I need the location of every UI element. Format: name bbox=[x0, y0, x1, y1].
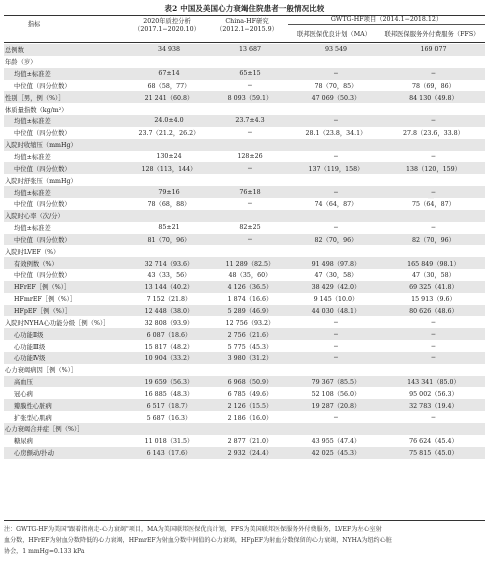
header-col2 bbox=[207, 18, 287, 34]
cell-2020-qc: 23.7（21.2，26.2） bbox=[138, 130, 200, 138]
table-row bbox=[4, 68, 485, 80]
cell-gwtg-ffs: 138（120，159） bbox=[382, 162, 485, 174]
table-row bbox=[4, 423, 485, 435]
header-indicator: 指标 bbox=[27, 21, 41, 28]
table-row bbox=[4, 352, 485, 364]
row-label: 入院时收缩压（mmHg） bbox=[4, 139, 128, 151]
cell-2020-qc: 19 659（56.3） bbox=[128, 376, 210, 388]
cell-2020-qc: 130±24 bbox=[156, 153, 182, 161]
row-label: 性别［男，例（%）］ bbox=[4, 91, 128, 103]
row-label: 总例数 bbox=[4, 44, 128, 56]
footnote-line-2: 血分数，HFrEF为射血分数降低的心力衰竭，HFmrEF为射血分数中间值的心力衰竭，HFpEF为射血分数保留的心力衰竭，NYHA为纽约心脏 bbox=[4, 537, 392, 544]
header-col1 bbox=[126, 18, 208, 34]
footnote-line-3: 协会，1 mmHg=0.133 kPa bbox=[4, 548, 85, 555]
row-label: 心力衰竭病因［例（%）］ bbox=[5, 367, 78, 375]
table-row bbox=[4, 411, 485, 423]
table-row bbox=[4, 316, 485, 328]
cell-china-hf: 2 126（15.5） bbox=[210, 399, 290, 411]
table-row bbox=[4, 56, 485, 68]
cell-gwtg-ffs: 84 130（49.8） bbox=[382, 91, 485, 103]
cell-gwtg-ffs: − bbox=[430, 224, 437, 232]
cell-2020-qc: 79±16 bbox=[128, 186, 210, 198]
table-row bbox=[4, 91, 485, 103]
cell-china-hf bbox=[210, 174, 290, 186]
cell-gwtg-ffs: − bbox=[430, 413, 437, 421]
cell-2020-qc bbox=[128, 423, 210, 435]
cell-gwtg-ffs bbox=[382, 103, 485, 115]
table-row bbox=[4, 44, 485, 56]
row-label: 入院时NYHA心功能分级［例（%）］ bbox=[5, 319, 110, 327]
header-col2-period: （2012.1−2015.9） bbox=[216, 26, 278, 33]
cell-china-hf: 11 289（82.5） bbox=[210, 257, 290, 269]
cell-2020-qc: 6 143（17.6） bbox=[128, 447, 210, 459]
row-label: 体质量指数（kg/m²） bbox=[5, 106, 68, 114]
cell-2020-qc: 68（58，77） bbox=[147, 82, 191, 90]
header-col1-label: 2020年质控分析 bbox=[143, 18, 191, 25]
cell-2020-qc: 16 885（48.3） bbox=[144, 390, 194, 398]
cell-gwtg-ma bbox=[290, 56, 382, 68]
table-row bbox=[4, 376, 485, 388]
table-row bbox=[4, 103, 485, 115]
cell-2020-qc: 6 517（18.7） bbox=[128, 399, 210, 411]
cell-2020-qc: 81（70，96） bbox=[128, 234, 210, 246]
cell-china-hf: 13 687 bbox=[210, 44, 290, 56]
cell-2020-qc: 43（33，56） bbox=[147, 272, 191, 280]
row-label: 瓣膜性心脏病 bbox=[4, 399, 128, 411]
cell-gwtg-ma: 47（30，58） bbox=[314, 272, 358, 280]
cell-gwtg-ma: 91 498（97.8） bbox=[290, 257, 382, 269]
table-row bbox=[4, 234, 485, 246]
row-label: 入院时心率（次/分） bbox=[4, 210, 128, 222]
table-row bbox=[4, 222, 485, 234]
cell-gwtg-ma: 74（64，87） bbox=[314, 201, 358, 209]
bottom-rule bbox=[4, 520, 485, 521]
row-label: 有效例数（%） bbox=[4, 257, 128, 269]
cell-gwtg-ffs: − bbox=[382, 352, 485, 364]
row-label: HFrEF［例（%）］ bbox=[4, 281, 128, 293]
cell-gwtg-ma bbox=[290, 103, 382, 115]
row-label: 扩张型心肌病 bbox=[14, 414, 52, 422]
cell-gwtg-ma: − bbox=[333, 224, 339, 232]
cell-gwtg-ma: 47 069（50.3） bbox=[290, 91, 382, 103]
cell-china-hf: 48（35，60） bbox=[228, 272, 272, 280]
cell-gwtg-ma: 79 367（85.5） bbox=[290, 376, 382, 388]
header-col1-period: （2017.1−2020.10） bbox=[134, 26, 200, 33]
cell-gwtg-ma bbox=[290, 139, 382, 151]
row-label: 高血压 bbox=[4, 376, 128, 388]
cell-gwtg-ffs: 15 913（9.6） bbox=[411, 296, 456, 304]
cell-gwtg-ma: 93 549 bbox=[290, 44, 382, 56]
cell-gwtg-ffs: 80 626（48.6） bbox=[382, 305, 485, 317]
cell-2020-qc: 78（68，88） bbox=[147, 201, 191, 209]
row-label: 中位值（四分位数） bbox=[14, 272, 71, 280]
cell-china-hf bbox=[210, 210, 290, 222]
table-row bbox=[4, 257, 485, 269]
cell-gwtg-ffs: − bbox=[382, 328, 485, 340]
cell-2020-qc: 12 448（38.0） bbox=[128, 305, 210, 317]
cell-gwtg-ffs: 69 325（41.8） bbox=[382, 281, 485, 293]
cell-china-hf: 3 980（31.2） bbox=[210, 352, 290, 364]
cell-gwtg-ma: 9 145（10.0） bbox=[313, 296, 359, 304]
table-row bbox=[4, 139, 485, 151]
cell-gwtg-ffs: 78（69，86） bbox=[412, 82, 455, 90]
cell-2020-qc: 15 817（48.2） bbox=[144, 343, 194, 351]
cell-gwtg-ffs: 165 849（98.1） bbox=[382, 257, 485, 269]
cell-2020-qc bbox=[128, 103, 210, 115]
cell-china-hf: − bbox=[210, 234, 290, 246]
table-title: 表2 中国及美国心力衰竭住院患者一般情况比较 bbox=[164, 4, 325, 13]
cell-2020-qc: 5 687（16.3） bbox=[146, 414, 192, 422]
table-row bbox=[4, 387, 485, 399]
table-body bbox=[4, 44, 485, 459]
cell-china-hf: − bbox=[247, 129, 253, 137]
table-row bbox=[4, 293, 485, 305]
cell-china-hf bbox=[210, 364, 290, 376]
cell-gwtg-ffs bbox=[382, 56, 485, 68]
cell-gwtg-ffs bbox=[382, 139, 485, 151]
header-col4: 联邦医保服务外付费服务（FFS） bbox=[384, 31, 480, 38]
row-label: 糖尿病 bbox=[14, 438, 33, 446]
cell-gwtg-ffs bbox=[382, 174, 485, 186]
cell-china-hf bbox=[210, 139, 290, 151]
cell-gwtg-ma: − bbox=[333, 318, 339, 326]
cell-gwtg-ffs: 95 002（56.3） bbox=[409, 390, 458, 398]
cell-gwtg-ma bbox=[290, 245, 382, 257]
cell-2020-qc: 10 904（33.2） bbox=[128, 352, 210, 364]
cell-china-hf: 6 968（50.9） bbox=[210, 376, 290, 388]
row-label: 均值±标准差 bbox=[14, 225, 51, 233]
cell-2020-qc: 6 087（18.6） bbox=[128, 328, 210, 340]
cell-gwtg-ma: − bbox=[333, 153, 339, 161]
cell-gwtg-ffs: 75（64，87） bbox=[412, 201, 455, 209]
cell-china-hf: 4 126（36.5） bbox=[210, 281, 290, 293]
cell-gwtg-ffs bbox=[382, 245, 485, 257]
row-label: 心功能Ⅱ级 bbox=[4, 328, 128, 340]
cell-gwtg-ma: 42 025（45.3） bbox=[290, 447, 382, 459]
table-row bbox=[4, 447, 485, 459]
cell-gwtg-ma: 43 955（47.4） bbox=[311, 438, 361, 446]
table-row bbox=[4, 151, 485, 163]
table-row bbox=[4, 269, 485, 281]
cell-gwtg-ma: 52 108（56.0） bbox=[311, 390, 361, 398]
cell-2020-qc bbox=[128, 139, 210, 151]
cell-china-hf: 128±26 bbox=[237, 153, 263, 161]
table-footnote bbox=[4, 524, 485, 557]
cell-gwtg-ffs: 82（70，96） bbox=[382, 234, 485, 246]
row-label: 中位值（四分位数） bbox=[14, 82, 71, 90]
cell-gwtg-ma: 28.1（23.8，34.1） bbox=[305, 130, 367, 138]
cell-gwtg-ffs: − bbox=[430, 342, 437, 350]
table-row bbox=[4, 245, 485, 257]
cell-gwtg-ma: − bbox=[290, 115, 382, 127]
cell-gwtg-ffs: − bbox=[382, 186, 485, 198]
table-row bbox=[4, 435, 485, 447]
cell-2020-qc: 11 018（31.5） bbox=[144, 438, 194, 446]
cell-2020-qc: 21 241（60.8） bbox=[128, 91, 210, 103]
cell-china-hf: − bbox=[247, 81, 253, 89]
cell-china-hf bbox=[210, 245, 290, 257]
cell-china-hf bbox=[210, 56, 290, 68]
table-row bbox=[4, 210, 485, 222]
cell-2020-qc: 34 938 bbox=[128, 44, 210, 56]
cell-gwtg-ma: − bbox=[290, 328, 382, 340]
row-label: 入院时舒张压（mmHg） bbox=[5, 177, 77, 185]
cell-gwtg-ma: 38 429（42.0） bbox=[290, 281, 382, 293]
row-label: 中位值（四分位数） bbox=[14, 201, 71, 209]
cell-gwtg-ffs: 27.8（23.6，33.8） bbox=[403, 130, 464, 138]
cell-china-hf: 65±15 bbox=[210, 68, 290, 80]
cell-gwtg-ma: − bbox=[333, 342, 339, 350]
cell-china-hf: 6 785（49.6） bbox=[227, 390, 273, 398]
cell-gwtg-ffs: 32 783（19.4） bbox=[382, 399, 485, 411]
cell-gwtg-ffs: − bbox=[382, 68, 485, 80]
row-label: 均值±标准差 bbox=[4, 115, 128, 127]
row-label: 冠心病 bbox=[14, 390, 33, 398]
table-row bbox=[4, 340, 485, 352]
footnote-line-1: 注：GWTG-HF为美国"跟着指南走-心力衰竭"项目，MA为美国联邦医保优良计划，FFS为美国联邦医保服务外付费服务，LVEF为左心室射 bbox=[4, 526, 382, 533]
row-label: 中位值（四分位数） bbox=[4, 234, 128, 246]
cell-gwtg-ma: − bbox=[290, 68, 382, 80]
cell-china-hf: 2 877（21.0） bbox=[227, 438, 273, 446]
table-row bbox=[4, 174, 485, 186]
row-label: 中位值（四分位数） bbox=[4, 162, 128, 174]
cell-gwtg-ma bbox=[290, 210, 382, 222]
row-label: 均值±标准差 bbox=[4, 68, 128, 80]
table-row bbox=[4, 198, 485, 210]
row-label: 均值±标准差 bbox=[14, 154, 51, 162]
cell-gwtg-ma bbox=[290, 423, 382, 435]
row-label: 心力衰竭合并症［例（%）］ bbox=[4, 423, 128, 435]
header-rule bbox=[4, 42, 485, 43]
cell-2020-qc bbox=[128, 174, 210, 186]
header-col2-label: China-HF研究 bbox=[225, 18, 269, 25]
cell-2020-qc bbox=[128, 210, 210, 222]
cell-china-hf: 2 932（24.4） bbox=[210, 447, 290, 459]
row-label: HFmrEF［例（%）］ bbox=[14, 296, 77, 304]
cell-gwtg-ma bbox=[290, 174, 382, 186]
cell-gwtg-ma bbox=[290, 364, 382, 376]
table-row bbox=[4, 186, 485, 198]
cell-gwtg-ma: 19 287（20.8） bbox=[290, 399, 382, 411]
cell-china-hf bbox=[210, 423, 290, 435]
cell-gwtg-ma: 82（70，96） bbox=[290, 234, 382, 246]
cell-gwtg-ma: 137（119，158） bbox=[290, 162, 382, 174]
data-table bbox=[4, 44, 485, 459]
cell-gwtg-ffs: 76 624（45.4） bbox=[409, 438, 458, 446]
cell-china-hf: 5 289（46.9） bbox=[210, 305, 290, 317]
header-col3: 联邦医保优良计划（MA） bbox=[297, 31, 371, 38]
cell-gwtg-ffs: − bbox=[430, 318, 437, 326]
cell-china-hf: 2 756（21.6） bbox=[210, 328, 290, 340]
row-label: 心功能Ⅳ级 bbox=[4, 352, 128, 364]
table-row bbox=[4, 305, 485, 317]
cell-china-hf: 1 874（16.6） bbox=[227, 296, 273, 304]
row-label: 均值±标准差 bbox=[4, 186, 128, 198]
cell-gwtg-ma: 44 030（48.1） bbox=[290, 305, 382, 317]
cell-gwtg-ffs bbox=[382, 364, 485, 376]
cell-gwtg-ffs: − bbox=[430, 153, 437, 161]
row-label: 心功能Ⅲ级 bbox=[14, 343, 46, 351]
table-row bbox=[4, 281, 485, 293]
table-row bbox=[4, 115, 485, 127]
table-row bbox=[4, 162, 485, 174]
cell-2020-qc: 32 714（93.6） bbox=[128, 257, 210, 269]
cell-china-hf: 23.7±4.3 bbox=[210, 115, 290, 127]
cell-2020-qc: 24.0±4.0 bbox=[128, 115, 210, 127]
cell-2020-qc: 32 808（93.9） bbox=[144, 319, 194, 327]
table-row bbox=[4, 328, 485, 340]
row-label: 年龄（岁） bbox=[5, 59, 37, 67]
cell-china-hf: − bbox=[247, 200, 253, 208]
row-label: 入院时LVEF（%） bbox=[5, 248, 60, 256]
cell-china-hf: 8 093（59.1） bbox=[210, 91, 290, 103]
table-row bbox=[4, 127, 485, 139]
cell-gwtg-ma: − bbox=[333, 413, 339, 421]
cell-2020-qc bbox=[128, 364, 210, 376]
row-label: 中位值（四分位数） bbox=[14, 130, 71, 138]
table-row bbox=[4, 399, 485, 411]
gwtg-subline bbox=[288, 24, 485, 25]
cell-gwtg-ffs: 143 341（85.0） bbox=[382, 376, 485, 388]
cell-2020-qc: 7 152（21.8） bbox=[146, 296, 192, 304]
header-gwtg: GWTG-HF项目（2014.1−2018.12） bbox=[330, 16, 443, 23]
cell-gwtg-ffs bbox=[382, 210, 485, 222]
cell-gwtg-ma: 78（70，85） bbox=[314, 82, 358, 90]
cell-china-hf: 82±25 bbox=[239, 224, 261, 232]
table-row bbox=[4, 364, 485, 376]
row-label: HFpEF［例（%）］ bbox=[4, 305, 128, 317]
cell-2020-qc: 67±14 bbox=[128, 68, 210, 80]
cell-2020-qc: 13 144（40.2） bbox=[128, 281, 210, 293]
row-label: 心房颤动/扑动 bbox=[4, 447, 128, 459]
cell-china-hf: 76±18 bbox=[210, 186, 290, 198]
cell-gwtg-ffs bbox=[382, 423, 485, 435]
cell-gwtg-ffs: 169 077 bbox=[382, 44, 485, 56]
table-row bbox=[4, 80, 485, 92]
cell-china-hf: 2 186（16.0） bbox=[227, 414, 273, 422]
cell-china-hf: 12 756（93.2） bbox=[225, 319, 275, 327]
cell-gwtg-ffs: − bbox=[382, 115, 485, 127]
cell-gwtg-ma: − bbox=[290, 352, 382, 364]
cell-2020-qc bbox=[128, 56, 210, 68]
cell-2020-qc: 128（113，144） bbox=[128, 162, 210, 174]
cell-china-hf: 5 775（45.3） bbox=[227, 343, 273, 351]
cell-china-hf: − bbox=[210, 162, 290, 174]
cell-gwtg-ma: − bbox=[290, 186, 382, 198]
cell-2020-qc bbox=[128, 245, 210, 257]
cell-gwtg-ffs: 47（30，58） bbox=[412, 272, 455, 280]
cell-2020-qc: 85±21 bbox=[158, 224, 180, 232]
cell-gwtg-ffs: 75 815（45.0） bbox=[382, 447, 485, 459]
cell-china-hf bbox=[210, 103, 290, 115]
